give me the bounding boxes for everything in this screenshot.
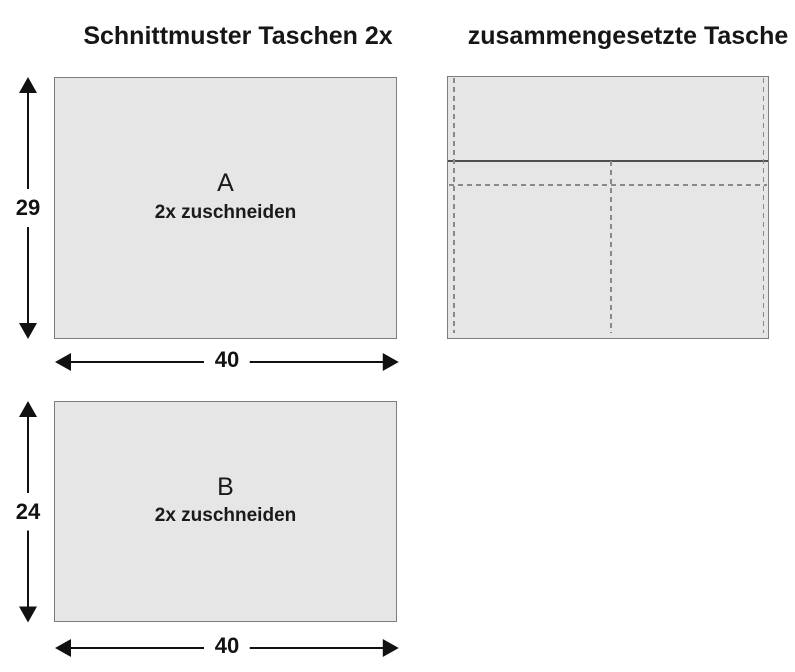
- piece-b-width-value: 40: [214, 633, 240, 658]
- piece-a-height-value: 29: [15, 195, 41, 220]
- arrow-shaft: [27, 89, 30, 189]
- arrow-shaft: [67, 647, 204, 650]
- pattern-piece-b: [54, 401, 397, 622]
- arrow-shaft: [250, 647, 387, 650]
- piece-a-label: A: [217, 169, 234, 198]
- piece-b-height-value: 24: [15, 498, 41, 524]
- arrow-up-icon: [12, 401, 44, 493]
- piece-a-text-block: [155, 170, 297, 223]
- arrow-shaft: [27, 227, 30, 327]
- piece-b-cut-note: 2x zuschneiden: [154, 505, 297, 527]
- horizontal-stitch-line: [449, 184, 767, 186]
- arrow-shaft: [250, 361, 387, 364]
- arrow-shaft: [27, 413, 30, 493]
- arrow-shaft: [67, 361, 204, 364]
- arrow-left-icon: [55, 347, 204, 377]
- piece-b-text-block: [155, 474, 297, 527]
- right-column-title: zusammengesetzte Tasche: [467, 22, 789, 50]
- piece-b-width-dimension: [55, 633, 399, 663]
- piece-a-width-value: 40: [214, 347, 240, 372]
- pocket-top-edge-line: [448, 160, 768, 162]
- right-seam-stitch-line: [763, 78, 765, 333]
- pattern-piece-a: [54, 77, 397, 339]
- piece-b-label: B: [217, 472, 234, 501]
- left-seam-stitch-line: [453, 78, 455, 333]
- piece-b-height-dimension: [12, 401, 44, 622]
- center-divider-stitch-line: [610, 161, 612, 333]
- assembled-bag-diagram: [447, 76, 769, 339]
- arrow-up-icon: [12, 77, 44, 189]
- arrow-right-icon: [250, 347, 399, 377]
- arrow-shaft: [27, 531, 30, 611]
- left-column-title: Schnittmuster Taschen 2x: [83, 22, 393, 50]
- arrow-down-icon: [12, 227, 44, 339]
- piece-a-cut-note: 2x zuschneiden: [154, 201, 297, 223]
- arrow-left-icon: [55, 633, 204, 663]
- piece-a-width-dimension: [55, 347, 399, 377]
- piece-a-height-dimension: [12, 77, 44, 339]
- arrow-down-icon: [12, 531, 44, 623]
- arrow-right-icon: [250, 633, 399, 663]
